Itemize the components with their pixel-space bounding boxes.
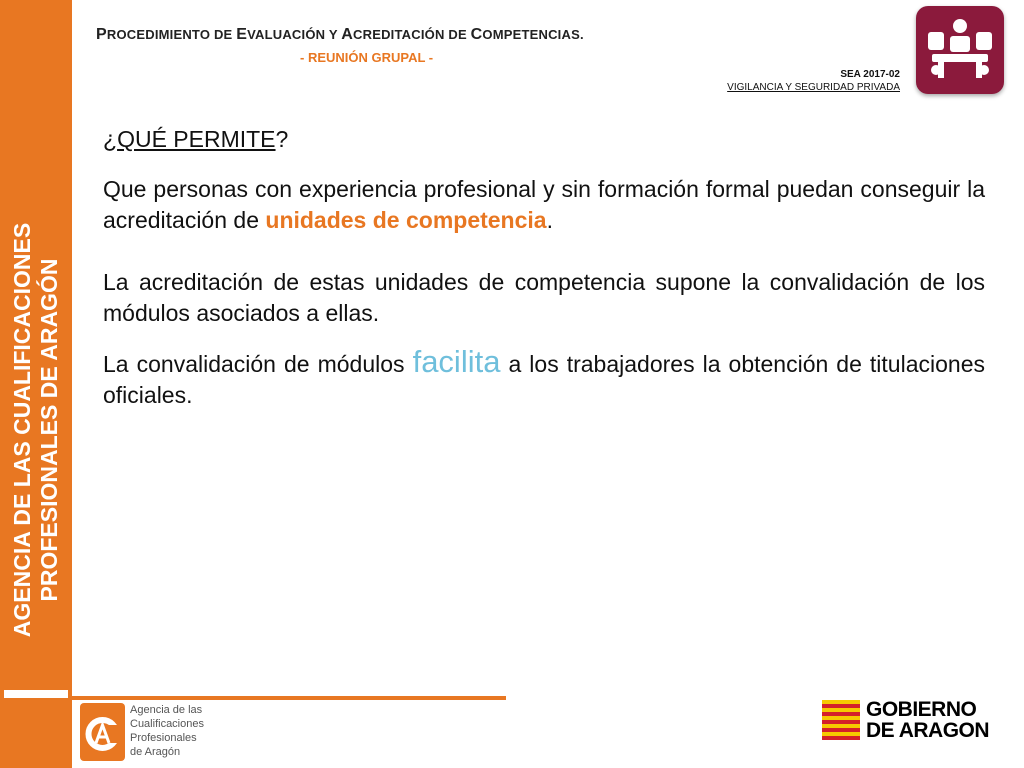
paragraph-3-before: La convalidación de módulos: [103, 351, 413, 377]
header-title: [96, 26, 584, 44]
title-initial: P: [96, 26, 107, 43]
qualification-name: VIGILANCIA Y SEGURIDAD PRIVADA: [727, 82, 900, 93]
gov-line-2: DE ARAGON: [866, 719, 990, 742]
sidebar-divider: [4, 690, 68, 698]
sidebar-title: [9, 195, 63, 665]
gov-line-1: GOBIERNO: [866, 698, 977, 721]
sidebar-title-line1: AGENCIA DE LAS CUALIFICACIONES: [9, 222, 35, 638]
meeting-logo: [916, 6, 1004, 94]
title-initial: C: [470, 26, 483, 43]
facilita-emphasis: facilita: [412, 344, 501, 379]
sidebar-banner: [0, 0, 72, 768]
slide-content: [103, 124, 985, 411]
paragraph-3: [103, 346, 985, 411]
aragon-flag-icon: [822, 700, 860, 740]
title-initial: E: [236, 26, 248, 43]
agency-name: [130, 703, 204, 759]
footer-divider: [72, 696, 506, 700]
qualification-code-box: [727, 68, 900, 94]
paragraph-2: La acreditación de estas unidades de competencia supone la convalidación de los módulos asociados a ellas.: [103, 269, 985, 326]
paragraph-3-after: a los trabajadores la obtención de titulaciones oficiales.: [103, 351, 985, 408]
title-part: VALUACIÓN Y: [247, 27, 342, 42]
agency-name-line: de Aragón: [130, 746, 181, 758]
sidebar-title-line2: PROFESIONALES DE ARAGÓN: [36, 258, 62, 602]
paragraph-1: [103, 174, 985, 236]
section-heading: [103, 124, 985, 155]
paragraph-1-end: .: [546, 207, 553, 233]
title-part: CREDITACIÓN DE: [353, 27, 471, 42]
agency-logo-icon: [80, 703, 125, 761]
title-part: ROCEDIMIENTO DE: [106, 27, 237, 42]
competency-units-highlight: unidades de competencia: [265, 207, 547, 233]
title-part: OMPETENCIAS.: [482, 27, 584, 42]
agency-name-line: Profesionales: [130, 732, 197, 744]
heading-close-mark: ?: [275, 126, 289, 152]
title-initial: A: [341, 26, 354, 43]
government-logo-text: [866, 699, 989, 741]
agency-name-line: Agencia de las: [130, 704, 203, 716]
header-subtitle: - REUNIÓN GRUPAL -: [300, 50, 434, 65]
agency-name-line: Cualificaciones: [130, 718, 204, 730]
heading-text: QUÉ PERMITE: [117, 126, 276, 152]
meeting-people-icon: [916, 6, 1004, 94]
heading-open-mark: ¿: [103, 126, 118, 152]
qualification-code: SEA 2017-02: [840, 69, 900, 80]
paragraph-1-text: Que personas con experiencia profesional y sin formación formal puedan conseguir la acreditación de: [103, 176, 985, 233]
